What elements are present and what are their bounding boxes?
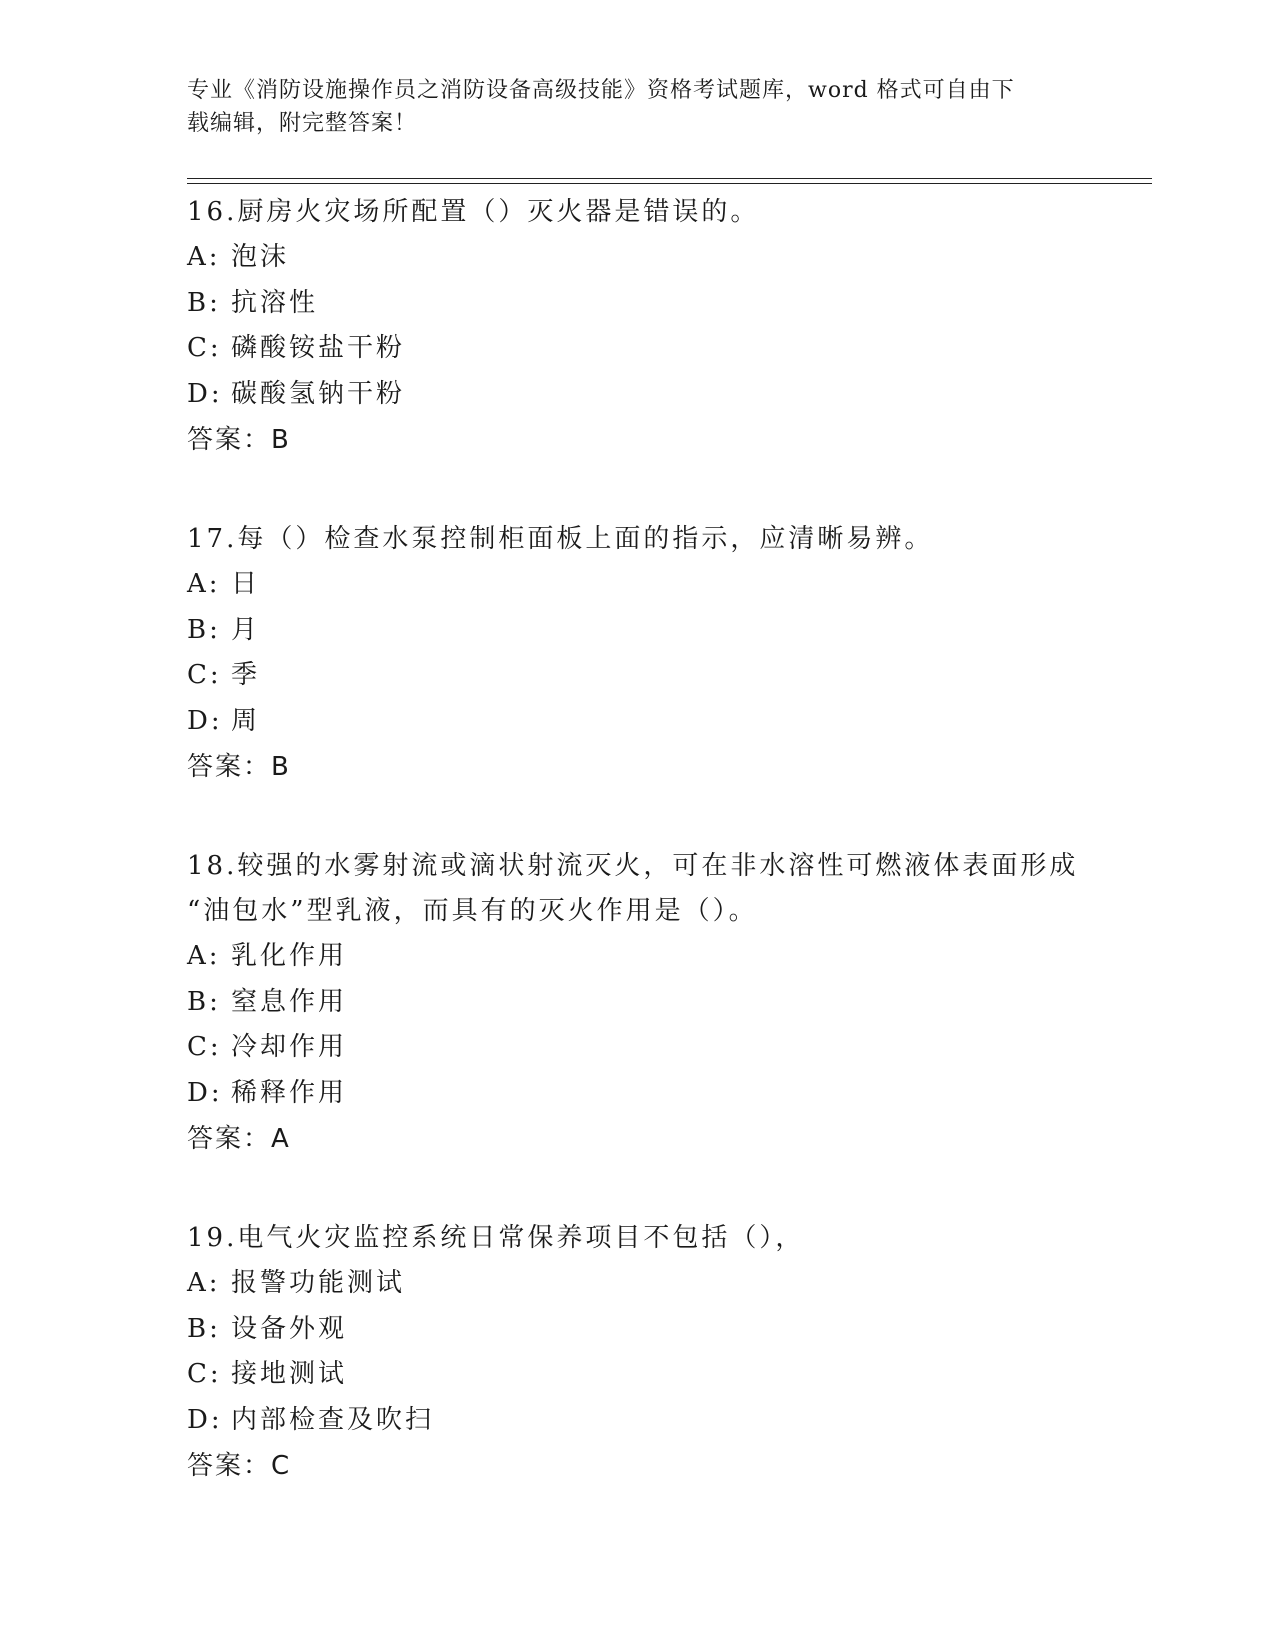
option-a xyxy=(187,934,1087,980)
option-c xyxy=(187,1352,1087,1398)
option-b xyxy=(187,980,1087,1026)
option-text: 内部检查及吹扫 xyxy=(231,1404,435,1435)
question-17 xyxy=(187,517,1087,790)
option-a xyxy=(187,1261,1087,1307)
option-text: 日 xyxy=(231,569,261,599)
option-b xyxy=(187,608,1087,654)
option-letter: D: xyxy=(187,1077,223,1108)
option-text: 报警功能测试 xyxy=(231,1268,406,1298)
option-text: 抗溶性 xyxy=(231,287,319,318)
option-text: 稀释作用 xyxy=(231,1077,348,1108)
question-19 xyxy=(187,1216,1087,1489)
option-b xyxy=(187,1307,1087,1353)
option-text: 接地测试 xyxy=(231,1359,348,1389)
answer-line: 答案：B xyxy=(187,425,291,455)
option-text: 窒息作用 xyxy=(231,986,348,1017)
header-divider-top xyxy=(187,178,1152,179)
option-letter: A: xyxy=(187,1268,221,1298)
option-text: 季 xyxy=(231,660,261,690)
answer-line: 答案：C xyxy=(187,1451,292,1481)
question-stem: 16.厨房火灾场所配置（）灭火器是错误的。 xyxy=(187,197,760,227)
header-divider-bottom xyxy=(187,183,1152,184)
question-stem: 17.每（）检查水泵控制柜面板上面的指示，应清晰易辨。 xyxy=(187,524,934,554)
question-18 xyxy=(187,844,1087,1162)
question-16 xyxy=(187,190,1087,463)
option-text: 周 xyxy=(231,705,261,736)
option-letter: A: xyxy=(187,569,221,599)
option-text: 泡沫 xyxy=(231,242,290,272)
option-text: 设备外观 xyxy=(231,1313,348,1344)
option-d xyxy=(187,372,1087,418)
question-stem: 19.电气火灾监控系统日常保养项目不包括（）， xyxy=(187,1223,805,1253)
option-letter: A: xyxy=(187,941,221,971)
question-list xyxy=(187,190,1087,1543)
option-c xyxy=(187,326,1087,372)
header-line-2: 载编辑，附完整答案！ xyxy=(187,111,418,136)
option-a xyxy=(187,235,1087,281)
option-d xyxy=(187,1398,1087,1444)
option-text: 月 xyxy=(231,614,261,645)
option-letter: B: xyxy=(187,287,221,318)
document-header xyxy=(187,74,1067,140)
option-text: 乳化作用 xyxy=(231,941,348,971)
answer-line: 答案：A xyxy=(187,1124,291,1154)
option-letter: C: xyxy=(187,660,222,690)
option-letter: B: xyxy=(187,986,221,1017)
option-letter: A: xyxy=(187,242,221,272)
option-letter: B: xyxy=(187,1313,221,1344)
option-letter: C: xyxy=(187,333,222,363)
option-letter: D: xyxy=(187,378,223,409)
option-letter: C: xyxy=(187,1359,222,1389)
question-stem: 18.较强的水雾射流或滴状射流灭火，可在非水溶性可燃液体表面形成 xyxy=(187,851,1079,881)
option-a xyxy=(187,562,1087,608)
option-letter: D: xyxy=(187,705,223,736)
option-text: 冷却作用 xyxy=(231,1032,348,1062)
option-letter: C: xyxy=(187,1032,222,1062)
option-text: 碳酸氢钠干粉 xyxy=(231,378,406,409)
option-d xyxy=(187,699,1087,745)
option-c xyxy=(187,1025,1087,1071)
option-d xyxy=(187,1071,1087,1117)
option-letter: D: xyxy=(187,1404,223,1435)
option-letter: B: xyxy=(187,614,221,645)
option-b xyxy=(187,281,1087,327)
option-c xyxy=(187,653,1087,699)
question-stem-continued: “油包水”型乳液，而具有的灭火作用是（）。 xyxy=(187,896,758,926)
header-line-1: 专业《消防设施操作员之消防设备高级技能》资格考试题库，word 格式可自由下 xyxy=(187,78,1015,103)
option-text: 磷酸铵盐干粉 xyxy=(231,333,406,363)
answer-line: 答案：B xyxy=(187,752,291,782)
